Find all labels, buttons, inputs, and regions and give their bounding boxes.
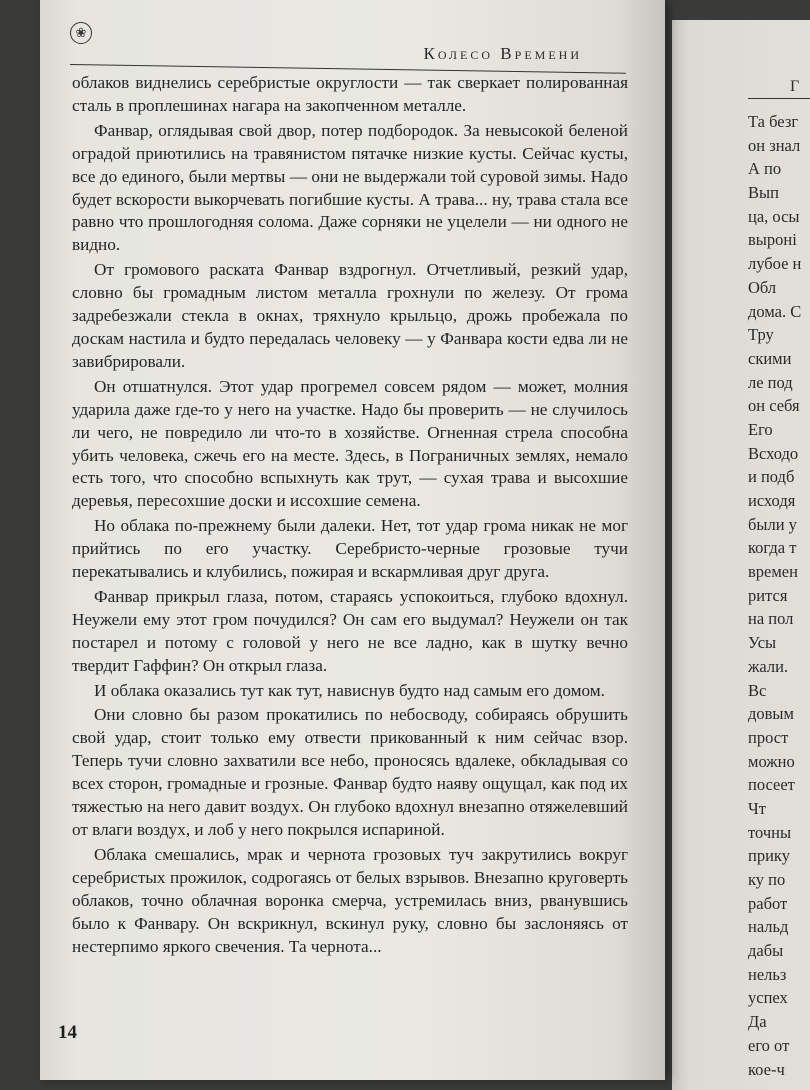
facing-page-line: Чт (748, 798, 766, 818)
facing-page-line: выронi (748, 230, 797, 250)
facing-page-line: Обл (748, 277, 777, 297)
facing-page-line: Тру (748, 325, 774, 345)
paragraph: От громового раската Фанвар вздрогнул. Отчетливый, резкий удар, словно бы громадным листом металла грохнули по железу. От грома задребезжали стекла в окнах, тряхнуло крыльцо, дрожь пробежала по доскам настила и будто передалась человеку — у Фанвара кости едва ли не завибрировали. (72, 260, 628, 371)
facing-page-line: на пол (748, 609, 794, 629)
facing-page-line: ле под (748, 372, 793, 392)
facing-page-line: А по (748, 159, 782, 179)
facing-page-line: дабы (748, 941, 784, 961)
facing-page-line: кое-ч (748, 1059, 785, 1079)
paragraph: Облака смешались, мрак и чернота грозовых туч закрутились вокруг серебристых прожилок, содрогаясь от белых взрывов. Внезапно круговерть облаков, точно облачная воронка смерча, устремилась вниз, рванувшись было к Фанвару. Он вскрикнул, вскинул руку, словно бы заслоняясь от нестерпимо яркого свечения. Та чернота... (72, 844, 628, 956)
facing-page-line: успех (748, 988, 788, 1008)
facing-page-line: посеет (748, 775, 795, 795)
facing-page-line: довым (748, 704, 794, 724)
facing-page-running-head: Г (790, 78, 802, 95)
facing-page-line: Та безг (748, 112, 799, 131)
facing-page-line: Вып (748, 183, 779, 203)
facing-page-line: Да (748, 1012, 767, 1032)
paragraph: Они словно бы разом прокатились по небосводу, собираясь обрушить свой удар, стоит только ему отвести прикованный к ним сейчас взор. Теперь тучи словно захватили все небо, проносясь вдалеке, обкладывая со всех сторон, громадные и грозные. Фанвар будто наяву ощущал, как под их тяжестью на него давит воздух. Он глубоко вдохнул внезапно отяжелевший от влаги воздух, и лоб у него покрылся испариной. (72, 705, 628, 839)
facing-page-line: лубое н (748, 254, 802, 274)
facing-page-line: и подб (748, 467, 795, 487)
page-number: 14 (58, 1022, 77, 1043)
paragraph: Фанвар, оглядывая свой двор, потер подбородок. За невысокой беленой оградой приютились на травянистом пятачке низкие кусты. Сейчас кусты, все до единого, были мертвы — они не выдержали той суровой зимы. Надо будет вскорости выкорчевать погибшие кусты. А трава... ну, трава стала все равно что прошлогодняя солома. Даже сорняки не уцелели — ни одного не видно. (72, 120, 628, 255)
body-text (72, 72, 628, 960)
facing-page-line: прику (748, 846, 790, 866)
facing-page-line: работ (748, 893, 788, 913)
facing-page-text (748, 110, 810, 1081)
facing-page-line: исходя (748, 491, 796, 510)
facing-page-line: нальд (748, 917, 789, 937)
ornament-emblem-icon: ❀ (70, 22, 92, 44)
facing-page-line: Его (748, 419, 773, 439)
facing-page-line: он себя (748, 396, 800, 416)
facing-page-line: прост (748, 727, 789, 747)
facing-page-line: точны (748, 822, 792, 842)
paragraph: Он отшатнулся. Этот удар прогремел совсем рядом — может, молния ударила даже где-то у него на участке. Надо бы проверить — не случилось ли чего, не повредило ли что-то в хозяйстве. Огненная стрела способна убить человека, сжечь его на месте. Здесь, в Пограничных землях, немало есть того, что способно вспыхнуть как трут, — сухая трава и высохшие деревья, пересохшие доски и иссохшие семена. (72, 376, 628, 511)
paragraph: Фанвар прикрыл глаза, потом, стараясь успокоиться, глубоко вдохнул. Неужели ему этот гром почудился? Он сам его выдумал? Неужели он так постарел и потому с головой у него не все ладно, как в шутку вечно твердит Гаффин? Он открыл глаза. (72, 586, 628, 675)
facing-page-line: он знал (748, 135, 801, 155)
paragraph: И облака оказались тут как тут, нависнув будто над самым его домом. (94, 680, 605, 700)
facing-page-line: времен (748, 562, 798, 582)
facing-page-line: Вс (748, 680, 767, 700)
facing-page-rule (748, 98, 810, 99)
running-head-title: Колесо Времени (423, 44, 582, 63)
facing-page-line: Всходо (748, 443, 799, 463)
paragraph: облаков виднелись серебристые округлости — так сверкает полированная сталь в проплешинах нагара на закопченном металле. (72, 73, 628, 115)
facing-page-line: ца, осы (748, 206, 800, 226)
facing-page-line: Усы (748, 633, 777, 653)
facing-page-line: ку по (748, 870, 786, 889)
facing-page-line: когда т (748, 538, 797, 558)
facing-page-line: дома. С (748, 301, 802, 321)
facing-page-line: можно (748, 751, 795, 771)
facing-page-line: его от (748, 1035, 790, 1055)
facing-page-line: жали. (748, 656, 789, 676)
paragraph: Но облака по-прежнему были далеки. Нет, тот удар грома никак не мог прийтись по его участку. Серебристо-черные грозовые тучи перекатывались и клубились, пожирая и вскармливая друг друга. (72, 516, 628, 582)
facing-page-line: нельз (748, 964, 787, 984)
facing-page-line: были у (748, 514, 797, 534)
facing-page-line: рится (748, 585, 788, 605)
facing-page-line: скими (748, 348, 792, 368)
